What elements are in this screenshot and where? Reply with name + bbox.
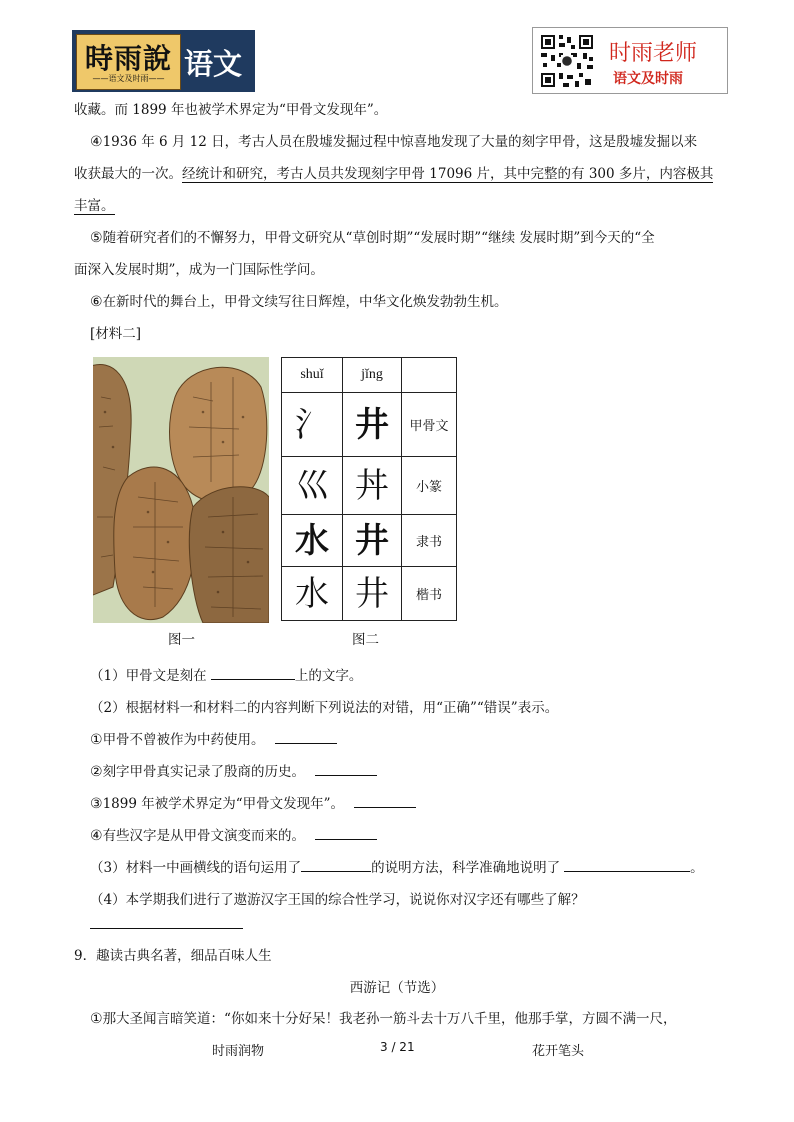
paragraph-6 xyxy=(74,288,740,316)
script-label: 楷书 xyxy=(402,567,457,621)
glyph-shui-regular: 水 xyxy=(282,567,343,621)
statement-2: ②刻字甲骨真实记录了殷商的历史。 xyxy=(74,758,740,786)
page-number: 3 / 21 xyxy=(380,1040,415,1054)
logo-title: 時雨說 xyxy=(84,42,172,75)
glyph-shui-seal: 巛 xyxy=(282,457,343,515)
pinyin-shui: shuǐ xyxy=(282,358,343,393)
glyph-jing-regular: 井 xyxy=(343,567,402,621)
answer-blank[interactable] xyxy=(564,857,690,872)
paragraph-text: 随着研究者们的不懈努力，甲骨文研究从“草创时期”“发展时期”“继续 发展时期”到今天的“全 xyxy=(102,230,655,246)
answer-blank[interactable] xyxy=(354,793,416,808)
glyph-shui-clerical: 水 xyxy=(282,515,343,567)
question-4: （4）本学期我们进行了遨游汉字王国的综合性学习，说说你对汉字还有哪些了解？ xyxy=(90,892,585,908)
paragraph-5-line-2: 面深入发展时期”，成为一门国际性学问。 xyxy=(74,262,324,278)
glyph-jing-oracle: 井 xyxy=(343,393,402,457)
glyph-jing-seal: 丼 xyxy=(343,457,402,515)
answer-blank[interactable] xyxy=(315,825,377,840)
excerpt-title: 西游记（节选） xyxy=(349,980,445,996)
script-label: 甲骨文 xyxy=(402,393,457,457)
script-label: 隶书 xyxy=(402,515,457,567)
paragraph-4-line-3 xyxy=(74,192,724,220)
answer-line[interactable] xyxy=(90,928,243,929)
paragraph-continued: 收藏。而 1899 年也被学术界定为“甲骨文发现年”。 xyxy=(74,102,388,118)
paragraph-5-line-1 xyxy=(74,224,740,252)
answer-blank[interactable] xyxy=(315,761,377,776)
paragraph-text: 1936 年 6 月 12 日，考古人员在殷墟发掘过程中惊喜地发现了大量的刻字甲骨，这是殷墟发掘以来 xyxy=(102,134,698,150)
empty-cell xyxy=(402,358,457,393)
paragraph-number: ④ xyxy=(90,134,103,150)
brand-tagline: 语文及时雨 xyxy=(613,71,683,87)
excerpt-paragraph-1: ①那大圣闻言暗笑道：“你如来十分好呆！我老孙一筋斗去十万八千里，他那手掌，方圆不满一尺， xyxy=(90,1011,677,1027)
brand-name: 时雨老师 xyxy=(609,41,698,66)
statement-1: ①甲骨不曾被作为中药使用。 xyxy=(74,726,740,754)
material-2-label: [材料二] xyxy=(90,326,142,342)
answer-blank[interactable] xyxy=(301,857,371,872)
paragraph-4-line-1 xyxy=(74,128,740,156)
logo xyxy=(72,30,255,92)
paragraph-number: ⑤ xyxy=(90,230,103,246)
footer-right: 花开笔头 xyxy=(532,1044,585,1059)
logo-subtitle: ——语文及时雨—— xyxy=(92,74,165,83)
statement-3: ③1899 年被学术界定为“甲骨文发现年”。 xyxy=(74,790,740,818)
qr-code-icon xyxy=(539,33,595,89)
paragraph-4-line-2 xyxy=(74,160,724,188)
paragraph-text: 在新时代的舞台上，甲骨文续写往日辉煌，中华文化焕发勃勃生机。 xyxy=(102,294,508,310)
underlined-sentence: 经统计和研究，考古人员共发现刻字甲骨 17096 片，其中完整的有 300 多片，内容极其 xyxy=(182,166,714,182)
logo-badge xyxy=(76,34,181,90)
glyph-shui-oracle: 氵 xyxy=(282,393,343,457)
question-2: （2）根据材料一和材料二的内容判断下列说法的对错，用“正确”“错误”表示。 xyxy=(90,700,559,716)
question-1: （1）甲骨文是刻在 上的文字。 xyxy=(74,662,740,690)
oracle-bone-photo xyxy=(93,357,269,623)
answer-blank[interactable] xyxy=(211,665,295,680)
logo-subject: 语文 xyxy=(184,47,243,81)
section-9-title: 9．趣读古典名著，细品百味人生 xyxy=(74,948,272,964)
figure-2-caption: 图二 xyxy=(352,632,379,648)
brand-box xyxy=(532,27,728,94)
pinyin-jing: jǐng xyxy=(343,358,402,393)
answer-blank[interactable] xyxy=(275,729,337,744)
underlined-sentence-end: 丰富。 xyxy=(74,198,115,214)
glyph-jing-clerical: 井 xyxy=(343,515,402,567)
character-evolution-table xyxy=(281,357,457,621)
paragraph-text: 收获最大的一次。 xyxy=(74,166,182,182)
statement-4: ④有些汉字是从甲骨文演变而来的。 xyxy=(74,822,740,850)
footer-left: 时雨润物 xyxy=(212,1044,265,1059)
paragraph-number: ⑥ xyxy=(90,294,103,310)
figure-1-caption: 图一 xyxy=(168,632,195,648)
question-3: （3）材料一中画横线的语句运用了 的说明方法，科学准确地说明了 。 xyxy=(74,854,740,882)
script-label: 小篆 xyxy=(402,457,457,515)
